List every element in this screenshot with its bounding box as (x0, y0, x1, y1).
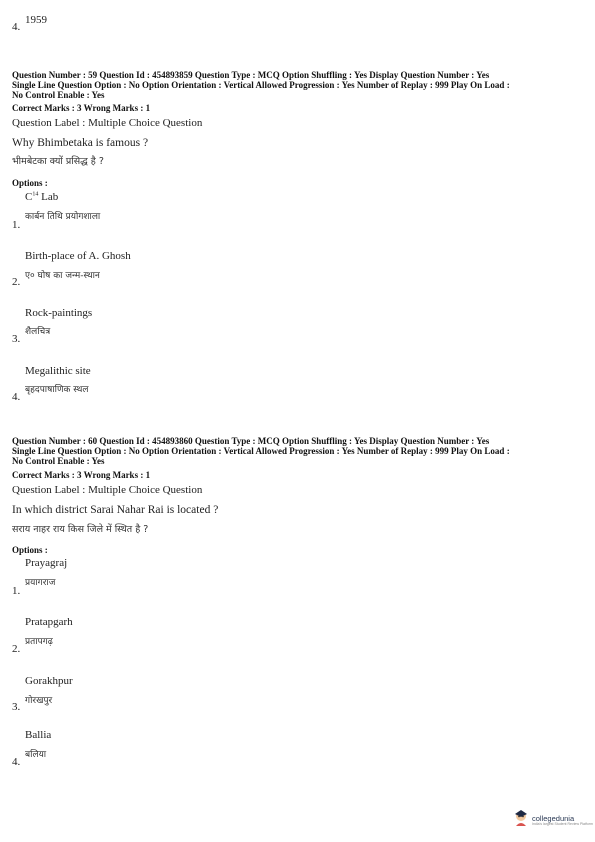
prev-option-text: 1959 (25, 14, 47, 26)
option-1-number: 1. (12, 219, 21, 231)
option-3-text-en[interactable]: Gorakhpur (25, 675, 73, 687)
option-2-text-hi: प्रतापगढ़ (25, 637, 53, 647)
question-meta-line: Question Number : 59 Question Id : 454893859 Question Type : MCQ Option Shuffling : Yes Display Question Number : Yes (12, 70, 490, 80)
question-text-hi: सराय नाहर राय किस जिले में स्थित है ? (12, 524, 149, 535)
option-3-text-en[interactable]: Rock-paintings (25, 307, 93, 319)
option-1-text-en[interactable]: Prayagraj (25, 557, 68, 569)
question-label: Question Label : Multiple Choice Question (12, 117, 203, 129)
option-3-text-hi: शैलचित्र (25, 327, 51, 337)
question-meta-line: No Control Enable : Yes (12, 456, 105, 466)
question-meta-line: No Control Enable : Yes (12, 90, 105, 100)
option-4-number: 4. (12, 391, 21, 403)
options-heading: Options : (12, 545, 48, 555)
option-1-text-hi: प्रयागराज (25, 578, 56, 588)
question-marks: Correct Marks : 3 Wrong Marks : 1 (12, 103, 151, 113)
brand-tagline: India's largest Student Review Platform (532, 822, 593, 826)
option-4-number: 4. (12, 756, 21, 768)
question-meta-line: Question Number : 60 Question Id : 454893860 Question Type : MCQ Option Shuffling : Yes Display Question Number : Yes (12, 436, 490, 446)
option-3-number: 3. (12, 701, 21, 713)
question-text-en: Why Bhimbetaka is famous ? (12, 137, 149, 149)
brand-name: collegedunia (532, 813, 575, 823)
option-3-number: 3. (12, 333, 21, 345)
option-4-text-hi: बलिया (25, 750, 47, 760)
question-marks: Correct Marks : 3 Wrong Marks : 1 (12, 470, 151, 480)
question-60 (12, 436, 510, 466)
option-3-text-hi: गोरखपुर (25, 696, 53, 706)
question-label: Question Label : Multiple Choice Question (12, 484, 203, 496)
mascot-icon (513, 809, 529, 827)
question-meta-line: Single Line Question Option : No Option Orientation : Vertical Allowed Progression : Yes Number of Replay : 999 Play On Load : (12, 446, 510, 456)
option-4-text-en[interactable]: Ballia (25, 729, 52, 741)
option-1-text-hi: कार्बन तिथि प्रयोगशाला (25, 212, 101, 222)
options-heading: Options : (12, 178, 48, 188)
option-2-number: 2. (12, 643, 21, 655)
option-2-text-en[interactable]: Pratapgarh (25, 616, 73, 628)
option-1-text-en[interactable]: $C^{14}$ Lab (25, 191, 59, 203)
question-59 (12, 70, 510, 100)
option-2-text-hi: ए० घोष का जन्म-स्थान (25, 271, 100, 281)
question-text-en: In which district Sarai Nahar Rai is located ? (12, 504, 219, 516)
option-4-text-en[interactable]: Megalithic site (25, 365, 91, 377)
question-meta-line: Single Line Question Option : No Option Orientation : Vertical Allowed Progression : Yes Number of Replay : 999 Play On Load : (12, 80, 510, 90)
prev-option-number: 4. (12, 21, 21, 33)
question-text-hi: भीमबेटका क्यों प्रसिद्ध है ? (12, 156, 104, 167)
option-2-number: 2. (12, 276, 21, 288)
option-1-number: 1. (12, 585, 21, 597)
option-4-text-hi: बृहदपाषाणिक स्थल (25, 385, 89, 395)
option-2-text-en[interactable]: Birth-place of A. Ghosh (25, 250, 131, 262)
